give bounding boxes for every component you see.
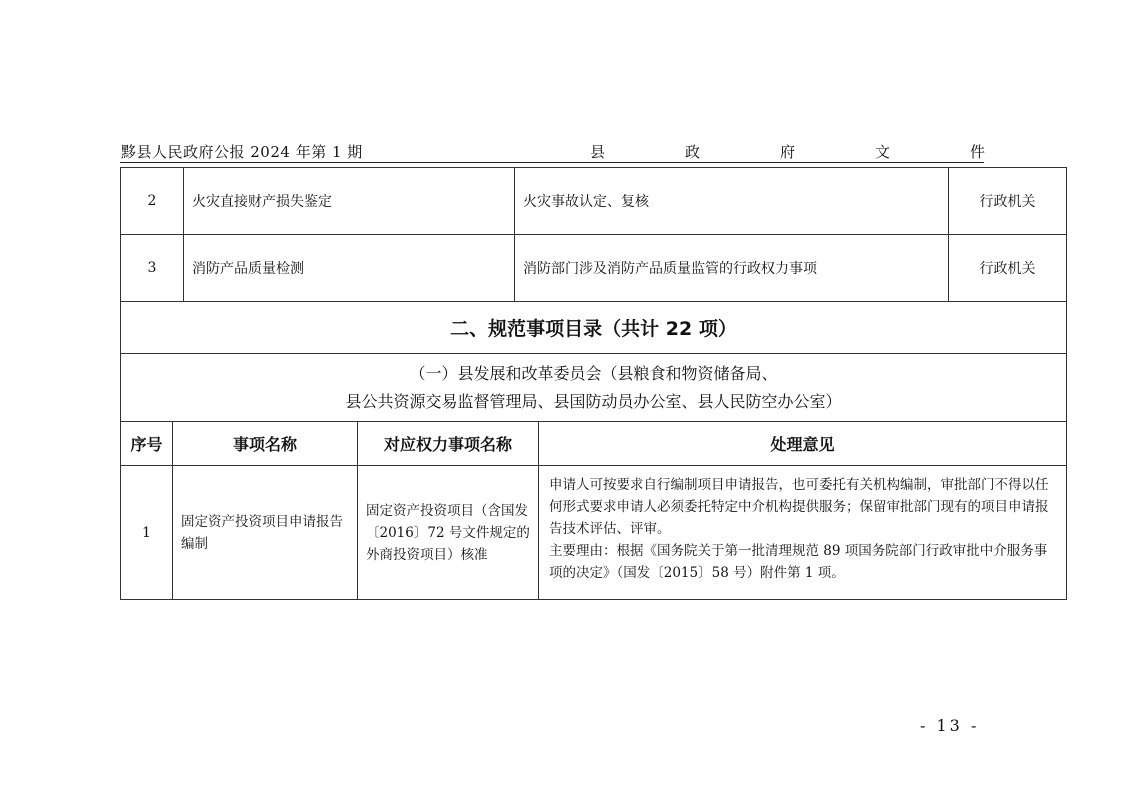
page-number: - 13 -	[920, 716, 980, 735]
row-number: 3	[120, 234, 184, 302]
handling-opinion	[538, 465, 1067, 600]
document-category-header	[590, 141, 985, 162]
header-no: 序号	[120, 421, 173, 466]
header-rule	[120, 162, 984, 163]
bulletin-header-title: 黟县人民政府公报 2024 年第 1 期	[121, 143, 363, 161]
header-char: 府	[779, 143, 795, 161]
opinion-text: 申请人可按要求自行编制项目申请报告，也可委托有关机构编制，审批部门不得以任何形式要求申请人必须委托特定中介机构提供服务；保留审批部门现有的项目申请报告技术评估、评审。	[549, 477, 1049, 537]
opinion-reason: 主要理由：根据《国务院关于第一批清理规范 89 项国务院部门行政审批中介服务事项的决定》（国发〔2015〕58 号）附件第 1 项。	[549, 543, 1048, 581]
header-char: 县	[590, 143, 606, 161]
item-name: 固定资产投资项目申请报告编制	[172, 465, 358, 600]
header-char: 政	[684, 143, 700, 161]
authority-type: 行政机关	[948, 234, 1067, 302]
item-name: 消防产品质量检测	[183, 234, 515, 302]
header-opinion: 处理意见	[538, 421, 1067, 466]
authority-type: 行政机关	[948, 167, 1067, 235]
power-item-name: 消防部门涉及消防产品质量监管的行政权力事项	[514, 234, 949, 302]
header-power-name: 对应权力事项名称	[357, 421, 539, 466]
header-char: 文	[874, 143, 890, 161]
header-char: 件	[969, 143, 985, 161]
section-title: 二、规范事项目录（共计 22 项）	[120, 301, 1067, 354]
item-name: 火灾直接财产损失鉴定	[183, 167, 515, 235]
subsection-line-2: 县公共资源交易监督管理局、县国防动员办公室、县人民防空办公室）	[345, 391, 842, 411]
header-item-name: 事项名称	[172, 421, 358, 466]
power-item-name: 固定资产投资项目（含国发〔2016〕72 号文件规定的外商投资项目）核准	[357, 465, 539, 600]
row-number: 1	[120, 465, 173, 600]
subsection-line-1: （一）县发展和改革委员会（县粮食和物资储备局、	[409, 363, 778, 383]
power-item-name: 火灾事故认定、复核	[514, 167, 949, 235]
row-number: 2	[120, 167, 184, 235]
subsection-heading	[120, 353, 1067, 422]
